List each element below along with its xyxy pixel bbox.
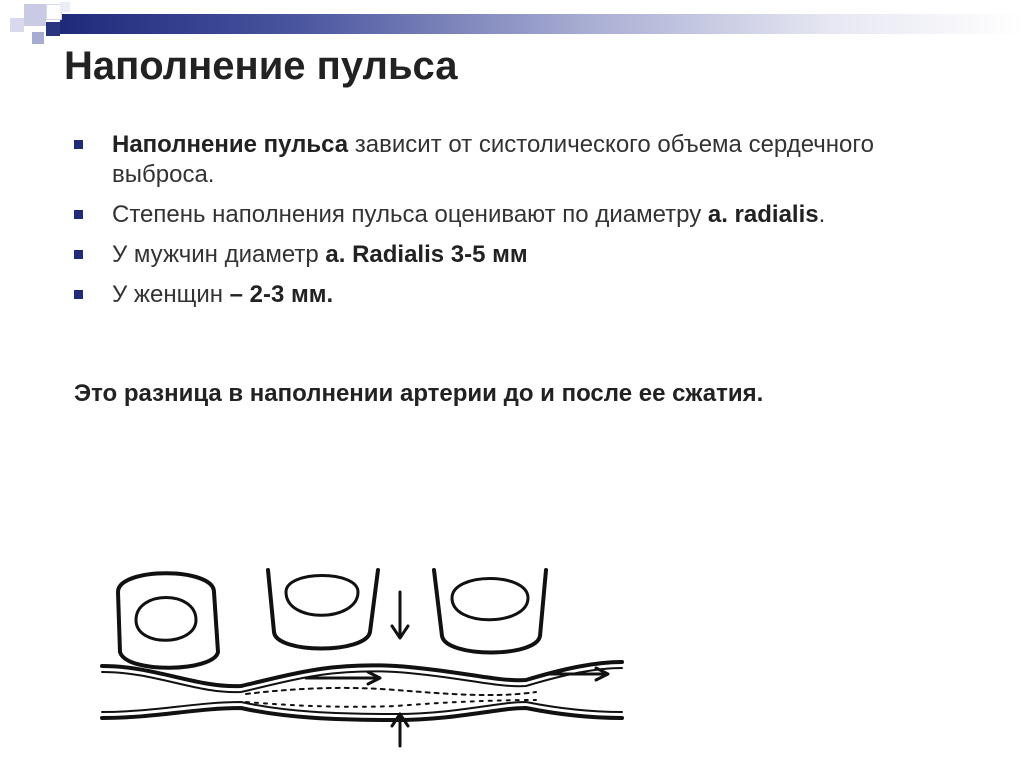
fingertip-drawing (434, 570, 546, 653)
square-bullet-icon (74, 250, 83, 259)
bullet-text: зависит от систолического объема сердечного выброса. (112, 131, 874, 188)
bullet-item (72, 240, 952, 270)
bullet-bold-text: a. radialis (707, 201, 819, 228)
blood-flow-arrow (306, 672, 380, 684)
summary-note: Это разница в наполнении артерии до и после ее сжатия. (74, 380, 764, 407)
compression-arrow-down-icon (392, 592, 408, 638)
square-bullet-icon (74, 290, 83, 299)
artery-drawing (102, 662, 622, 720)
bullet-bold-text: – 2-3 мм. (229, 281, 334, 308)
square-bullet-icon (74, 140, 83, 149)
decor-square (24, 4, 46, 26)
fingertip-drawing (118, 573, 218, 668)
fingertip-drawing (268, 570, 378, 649)
decor-square (32, 32, 44, 44)
slide-title: Наполнение пульса (64, 44, 458, 88)
radial-artery-fingers-illustration (96, 562, 626, 752)
bullet-item (72, 130, 952, 190)
bullet-bold-text: Наполнение пульса (112, 131, 349, 158)
bullet-item (72, 200, 952, 230)
decor-square (60, 2, 70, 12)
decor-square (10, 18, 24, 32)
bullet-text: У женщин (112, 281, 230, 308)
bullet-bold-text: a. Radialis 3-5 мм (325, 241, 528, 268)
bullet-list (72, 130, 952, 320)
bullet-text: Степень наполнения пульса оценивают по диаметру (112, 201, 708, 228)
header-gradient-bar (60, 14, 1024, 34)
decor-square (46, 22, 60, 36)
square-bullet-icon (74, 210, 83, 219)
bullet-item (72, 280, 952, 310)
bullet-tail-text: . (818, 201, 826, 228)
bullet-text: У мужчин диаметр (112, 241, 326, 268)
